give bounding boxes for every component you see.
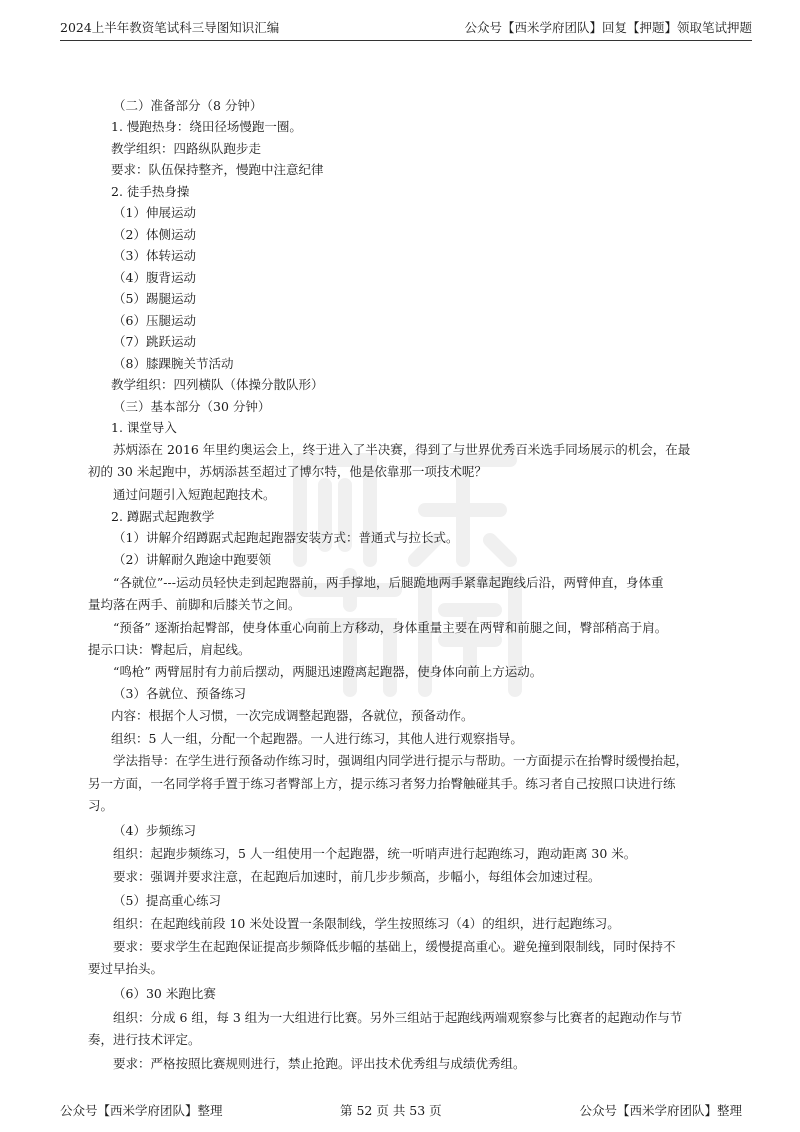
list-item: （1）伸展运动 — [113, 205, 196, 220]
text-line: “鸣枪” 两臂屈肘有力前后摆动，两腿迅速蹬离起跑器，使身体向前上方运动。 — [113, 664, 543, 679]
footer-right: 公众号【西米学府团队】整理 — [579, 1103, 742, 1118]
text-line: “预备” 逐渐抬起臀部，使身体重心向前上方移动，身体重量主要在两臂和前腿之间，臀部稍高于肩。 — [113, 620, 668, 635]
list-item: （1）讲解介绍蹲踞式起跑起跑器安装方式：普通式与拉长式。 — [113, 530, 459, 545]
text-line: 2. 蹲踞式起跑教学 — [111, 509, 215, 524]
list-item: （2）体侧运动 — [113, 227, 196, 242]
text-line: 量均落在两手、前脚和后膝关节之间。 — [88, 597, 301, 612]
text-line: 要求：强调并要求注意，在起跑后加速时，前几步步频高，步幅小，每组体会加速过程。 — [113, 869, 601, 884]
text-line: 1. 课堂导入 — [111, 420, 177, 435]
list-item: （4）腹背运动 — [113, 270, 196, 285]
text-line: 要过早抬头。 — [88, 961, 164, 976]
text-line: 要求：队伍保持整齐，慢跑中注意纪律 — [111, 162, 324, 177]
list-item: （2）讲解耐久跑途中跑要领 — [113, 552, 271, 567]
text-line: 组织：5 人一组，分配一个起跑器。一人进行练习，其他人进行观察指导。 — [111, 731, 523, 746]
text-line: 要求：严格按照比赛规则进行，禁止抢跑。评出技术优秀组与成绩优秀组。 — [113, 1056, 526, 1071]
text-line: “各就位”---运动员轻快走到起跑器前，两手撑地，后腿跪地两手紧靠起跑线后沿，两臂伸直，身体重 — [113, 575, 664, 590]
header-divider — [60, 40, 752, 41]
list-item: （7）跳跃运动 — [113, 334, 196, 349]
text-line: 组织：分成 6 组，每 3 组为一大组进行比赛。另外三组站于起跑线两端观察参与比赛者的起跑动作与节 — [113, 1010, 683, 1025]
list-item: （4）步频练习 — [113, 823, 196, 838]
list-item: （3）各就位、预备练习 — [113, 686, 246, 701]
text-line: 提示口诀：臀起后，肩起线。 — [88, 642, 251, 657]
text-line: 组织：起跑步频练习，5 人一组使用一个起跑器，统一听哨声进行起跑练习，跑动距离 30 米。 — [113, 846, 637, 861]
footer-left: 公众号【西米学府团队】整理 — [60, 1103, 223, 1118]
list-item: （6）30 米跑比赛 — [113, 986, 216, 1001]
page-number: 第 52 页 共 53 页 — [340, 1103, 442, 1118]
text-line: 1. 慢跑热身：绕田径场慢跑一圈。 — [111, 119, 302, 134]
text-line: 内容：根据个人习惯，一次完成调整起跑器，各就位，预备动作。 — [111, 708, 474, 723]
section-heading: （二）准备部分（8 分钟） — [113, 98, 263, 113]
list-item: （5）提高重心练习 — [113, 893, 221, 908]
text-line: 学法指导：在学生进行预备动作练习时，强调组内同学进行提示与帮助。一方面提示在抬臀时缓慢抬起， — [113, 753, 689, 768]
text-line: 要求：要求学生在起跑保证提高步频降低步幅的基础上，缓慢提高重心。避免撞到限制线，同时保持不 — [113, 939, 676, 954]
text-line: 组织：在起跑线前段 10 米处设置一条限制线，学生按照练习（4）的组织，进行起跑练习。 — [113, 916, 620, 931]
list-item: （6）压腿运动 — [113, 313, 196, 328]
header-title: 2024上半年教资笔试科三导图知识汇编 — [60, 20, 280, 35]
text-line: 另一方面，一名同学将手置于练习者臀部上方，提示练习者努力抬臀触碰其手。练习者自己按照口诀进行练 — [88, 776, 676, 791]
text-line: 奏，进行技术评定。 — [88, 1032, 201, 1047]
text-line: 教学组织：四路纵队跑步走 — [111, 141, 262, 156]
text-line: 教学组织：四列横队（体操分散队形） — [111, 377, 324, 392]
header-promo: 公众号【西米学府团队】回复【押题】领取笔试押题 — [464, 20, 752, 35]
text-line: 习。 — [88, 798, 114, 813]
list-item: （8）膝踝腕关节活动 — [113, 356, 234, 371]
section-heading: （三）基本部分（30 分钟） — [113, 399, 271, 414]
text-line: 2. 徒手热身操 — [111, 184, 190, 199]
text-line: 苏炳添在 2016 年里约奥运会上，终于进入了半决赛，得到了与世界优秀百米选手同场展示的机会，在最 — [113, 442, 691, 457]
text-line: 初的 30 米起跑中，苏炳添甚至超过了博尔特，他是依靠那一项技术呢？ — [88, 464, 487, 479]
page-header — [60, 14, 752, 36]
text-line: 通过问题引入短跑起跑技术。 — [113, 487, 276, 502]
list-item: （3）体转运动 — [113, 248, 196, 263]
list-item: （5）踢腿运动 — [113, 291, 196, 306]
